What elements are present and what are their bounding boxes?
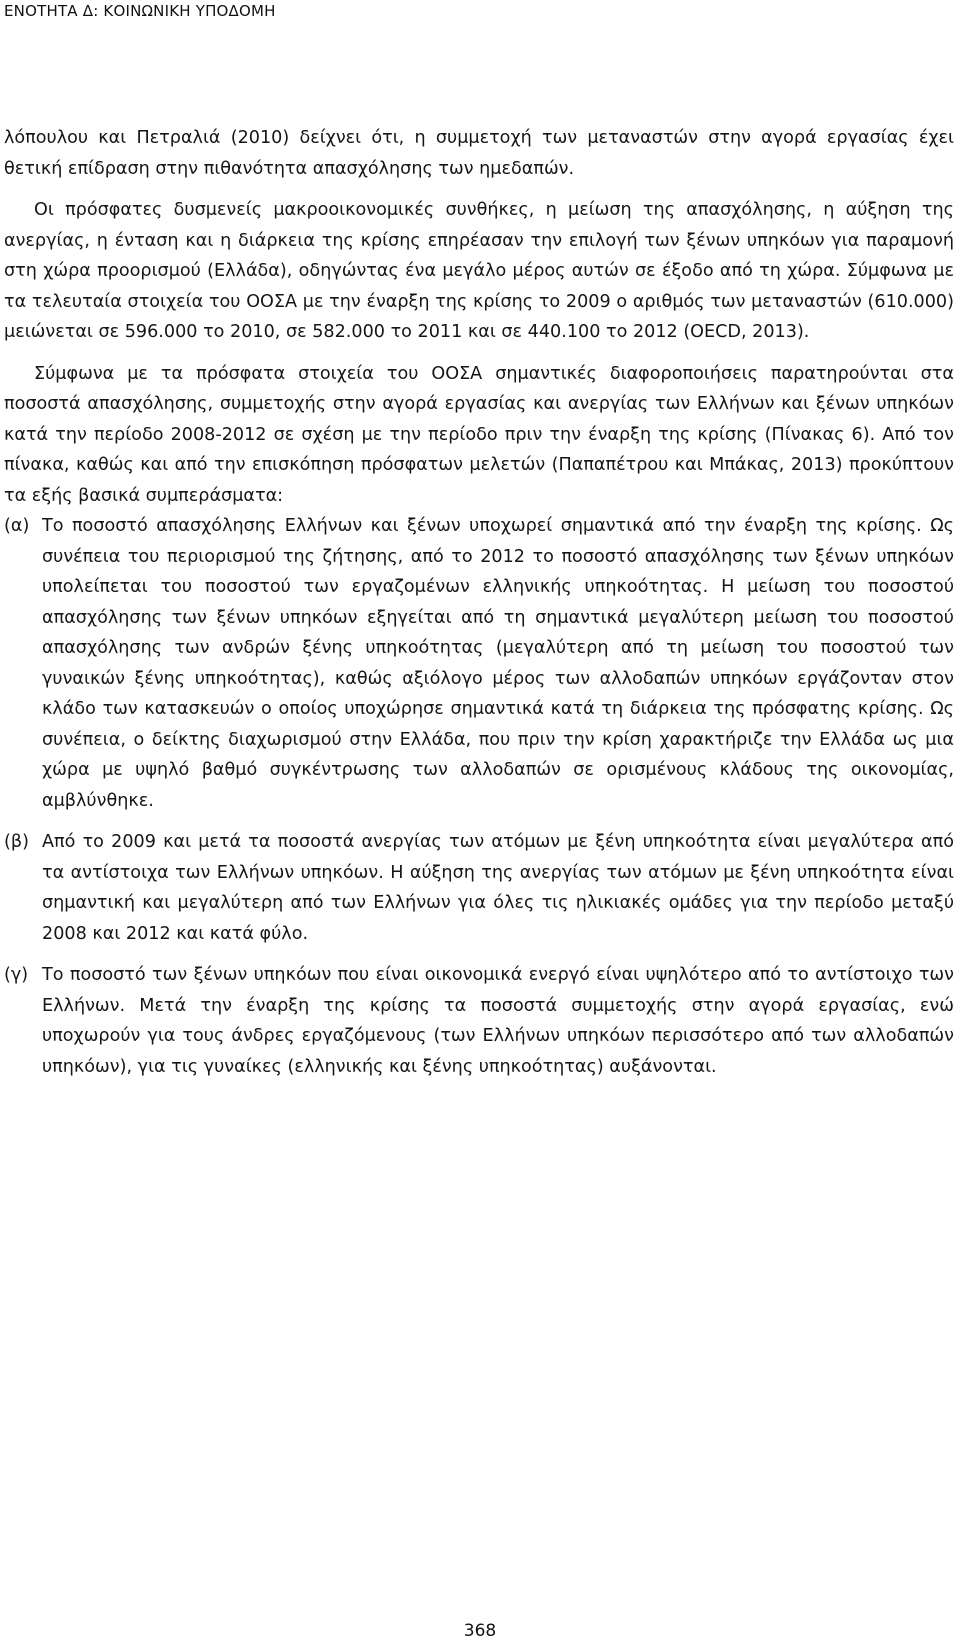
- list-item: [4, 511, 954, 816]
- page-number: 368: [463, 1621, 497, 1641]
- paragraph-continuation: λόπουλου και Πετραλιά (2010) δείχνει ότι, η συμμετοχή των μεταναστών στην αγορά εργασίας έχει θετική επίδραση στην πιθανότητα απασχόλησης των ημεδαπών.: [4, 128, 954, 179]
- body-text: [4, 123, 954, 1082]
- list-item: [4, 960, 954, 1082]
- list-marker: (γ): [4, 965, 29, 985]
- list-marker: (α): [4, 516, 30, 536]
- paragraph-crisis-impact: Οι πρόσφατες δυσμενείς μακροοικονομικές συνθήκες, η μείωση της απασχόλησης, η αύξηση της ανεργίας, η ένταση και η διάρκεια της κρίσης επηρέασαν την επιλογή των ξένων υπηκόων για παραμονή στη χώρα προορισμού (Ελλάδα), οδηγώντας ένα μεγάλο μέρος αυτών σε έξοδο από τη χώρα. Σύμφωνα με τα τελευταία στοιχεία του ΟΟΣΑ με την έναρξη της κρίσης το 2009 ο αριθμός των μεταναστών (610.000) μειώνεται σε 596.000 το 2010, σε 582.000 το 2011 και σε 440.100 το 2012 (OECD, 2013).: [4, 200, 954, 342]
- list-marker: (β): [4, 832, 29, 852]
- list-item-text: Το ποσοστό των ξένων υπηκόων που είναι οικονομικά ενεργό είναι υψηλότερο από το αντίστοιχο των Ελλήνων. Μετά την έναρξη της κρίσης τα ποσοστά συμμετοχής στην αγορά εργασίας, ενώ υποχωρούν για τους άνδρες εργαζόμενους (των Ελλήνων υπηκόων περισσότερο από των αλλοδαπών υπηκόων), για τις γυναίκες (ελληνικής και ξένης υπηκοότητας) αυξάνονται.: [42, 965, 954, 1077]
- paragraph-oecd-data: Σύμφωνα με τα πρόσφατα στοιχεία του ΟΟΣΑ σημαντικές διαφοροποιήσεις παρατηρούνται στα ποσοστά απασχόλησης, συμμετοχής στην αγορά εργασίας και ανεργίας των Ελλήνων και ξένων υπηκόων κατά την περίοδο 2008-2012 σε σχέση με την περίοδο πριν την έναρξη της κρίσης (Πίνακας 6). Από τον πίνακα, καθώς και από την επισκόπηση πρόσφατων μελετών (Παπαπέτρου και Μπάκας, 2013) προκύπτουν τα εξής βασικά συμπεράσματα:: [4, 363, 954, 506]
- running-header: ΕΝΟΤΗΤΑ Δ: ΚΟΙΝΩΝΙΚΗ ΥΠΟΔΟΜΗ: [4, 2, 276, 20]
- list-item-text: Από το 2009 και μετά τα ποσοστά ανεργίας των ατόμων με ξένη υπηκοότητα είναι μεγαλύτερα από τα αντίστοιχα των Ελλήνων υπηκόων. Η αύξηση της ανεργίας των ατόμων με ξένη υπηκοότητα είναι σημαντική και μεγαλύτερη από των Ελλήνων για όλες τις ηλικιακές ομάδες για την περίοδο μεταξύ 2008 και 2012 και κατά φύλο.: [42, 832, 954, 944]
- conclusions-list: [4, 511, 954, 1082]
- list-item: [4, 827, 954, 949]
- list-item-text: Το ποσοστό απασχόλησης Ελλήνων και ξένων υποχωρεί σημαντικά από την έναρξη της κρίσης. Ως συνέπεια του περιορισμού της ζήτησης, από το 2012 το ποσοστό απασχόλησης των ξένων υπηκόων υπολείπεται του ποσοστού των εργαζομένων ελληνικής υπηκοότητας. Η μείωση του ποσοστού απασχόλησης των ξένων υπηκόων εξηγείται από τη σημαντικά μεγαλύτερη μείωση του ποσοστού απασχόλησης των ανδρών ξένης υπηκοότητας (μεγαλύτερη από τη μείωση του ποσοστού των γυναικών ξένης υπηκοότητας), καθώς αξιόλογο μέρος των αλλοδαπών υπηκόων εργάζονταν στον κλάδο των κατασκευών ο οποίος υποχώρησε σημαντικά κατά τη διάρκεια της πρόσφατης κρίσης. Ως συνέπεια, ο δείκτης διαχωρισμού στην Ελλάδα, που πριν την κρίση χαρακτήριζε την Ελλάδα ως μια χώρα με υψηλό βαθμό συγκέντρωσης των αλλοδαπών σε ορισμένους κλάδους της οικονομίας, αμβλύνθηκε.: [42, 516, 954, 811]
